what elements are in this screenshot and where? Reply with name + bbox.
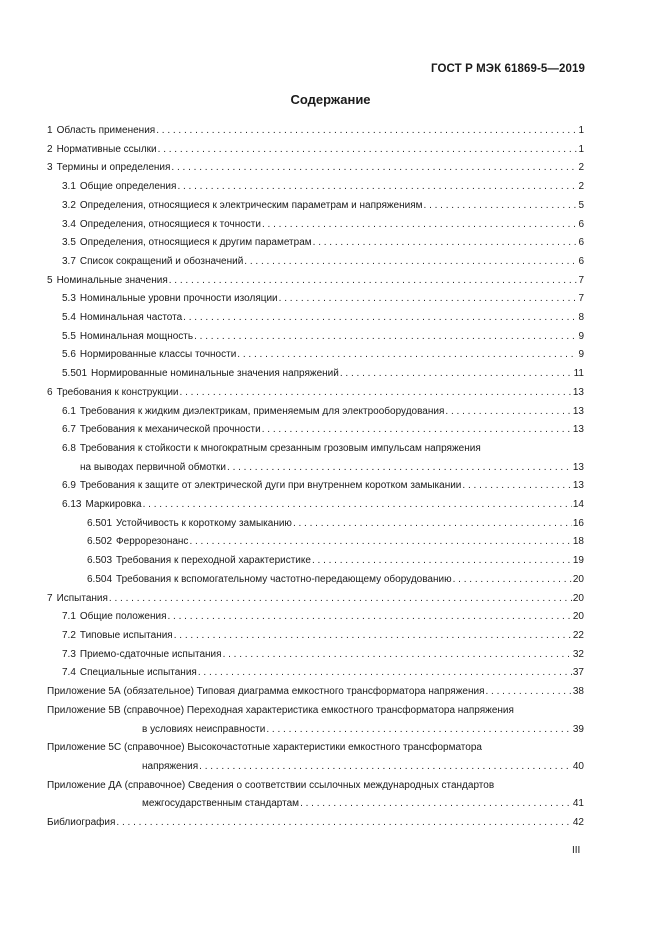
- toc-entry-page: 6: [578, 255, 584, 267]
- toc-entry-title-continued: напряжения: [142, 760, 199, 772]
- toc-entry-page: 9: [578, 349, 584, 361]
- toc-entry[interactable]: [47, 290, 584, 309]
- toc-entry-number: 2: [47, 143, 53, 155]
- toc-entry-page: 13: [572, 405, 584, 417]
- toc-entry[interactable]: [47, 683, 584, 702]
- toc-leader-dots: [486, 683, 572, 702]
- toc-entry-title-continued: в условиях неисправности: [142, 723, 266, 735]
- toc-entry-title: Нормативные ссылки: [56, 143, 157, 155]
- toc-entry[interactable]: [47, 664, 584, 683]
- toc-entry-title: Требования к механической прочности: [79, 424, 261, 436]
- toc-leader-dots: [244, 253, 577, 272]
- toc-entry-number: 6.9: [62, 480, 76, 492]
- toc-entry-title: Приложение 5С (справочное) Высокочастотные характеристики емкостного трансформатора: [47, 742, 482, 754]
- page-number: III: [572, 845, 581, 856]
- toc-leader-dots: [223, 646, 572, 665]
- toc-entry-page: 7: [578, 293, 584, 305]
- toc-entry[interactable]: [47, 141, 584, 160]
- toc-entry[interactable]: [47, 739, 584, 776]
- toc-entry[interactable]: [47, 590, 584, 609]
- toc-entry-page: 13: [572, 386, 584, 398]
- toc-entry-page: 19: [572, 555, 584, 567]
- toc-entry-page: 13: [572, 424, 584, 436]
- toc-entry-page: 42: [572, 817, 584, 829]
- toc-entry[interactable]: [47, 309, 584, 328]
- toc-leader-dots: [262, 421, 572, 440]
- toc-entry-title: Специальные испытания: [79, 667, 197, 679]
- toc-leader-dots: [180, 384, 572, 403]
- toc-entry-page: 37: [572, 667, 584, 679]
- toc-entry[interactable]: [47, 777, 584, 814]
- toc-entry-page: 2: [578, 162, 584, 174]
- toc-entry-page: 6: [578, 237, 584, 249]
- toc-entry-page: 6: [578, 218, 584, 230]
- toc-entry-title: Требования к переходной характеристике: [116, 555, 311, 567]
- toc-entry-number: 7.4: [62, 667, 76, 679]
- toc-entry-page: 5: [578, 199, 584, 211]
- toc-leader-dots: [194, 328, 577, 347]
- toc-entry-number: 7: [47, 592, 53, 604]
- toc-entry-title: Список сокращений и обозначений: [79, 255, 244, 267]
- toc-entry[interactable]: [47, 384, 584, 403]
- toc-entry-page: 20: [572, 592, 584, 604]
- toc-leader-dots: [300, 795, 572, 814]
- toc-leader-dots: [156, 122, 577, 141]
- toc-leader-dots: [312, 552, 572, 571]
- toc-entry-title: Устойчивость к короткому замыканию: [116, 517, 292, 529]
- toc-entry-title: Требования к защите от электрической дуги при внутреннем коротком замыкании: [79, 480, 462, 492]
- toc-entry-title: Библиография: [47, 817, 116, 829]
- toc-entry-page: 14: [572, 499, 584, 511]
- toc-entry-title: Требования к стойкости к многократным срезанным грозовым импульсам напряжения: [79, 442, 481, 454]
- toc-leader-dots: [171, 159, 577, 178]
- toc-entry-page: 20: [572, 611, 584, 623]
- toc-entry-title: Номинальные уровни прочности изоляции: [79, 293, 278, 305]
- toc-entry-number: 3.7: [62, 255, 76, 267]
- toc-entry-page: 20: [572, 573, 584, 585]
- toc-entry[interactable]: [47, 515, 584, 534]
- toc-entry-number: 3: [47, 162, 53, 174]
- toc-entry-title: Приложение 5А (обязательное) Типовая диаграмма емкостного трансформатора напряжения: [47, 686, 485, 698]
- toc-entry-number: 3.5: [62, 237, 76, 249]
- toc-entry-number: 5: [47, 274, 53, 286]
- toc-entry[interactable]: [47, 365, 584, 384]
- toc-entry-page: 1: [578, 125, 584, 136]
- toc-entry-page: 40: [572, 760, 584, 772]
- toc-leader-dots: [109, 590, 572, 609]
- toc-entry[interactable]: [47, 552, 584, 571]
- toc-entry-number: 5.4: [62, 312, 76, 324]
- toc-leader-dots: [198, 664, 572, 683]
- toc-entry-number: 7.2: [62, 629, 76, 641]
- toc-entry-number: 6.501: [87, 517, 113, 529]
- toc-entry-number: 6.13: [62, 499, 82, 511]
- toc-entry-title-continued: на выводах первичной обмотки: [80, 461, 227, 473]
- toc-entry-title: Приложение ДА (справочное) Сведения о соответствии ссылочных международных стандартов: [47, 779, 495, 791]
- toc-entry-number: 5.3: [62, 293, 76, 305]
- toc-leader-dots: [199, 758, 572, 777]
- toc-entry-number: 6.504: [87, 573, 113, 585]
- toc-leader-dots: [293, 515, 572, 534]
- toc-entry-title: Приложение 5В (справочное) Переходная характеристика емкостного трансформатора напряжения: [47, 704, 514, 716]
- toc-leader-dots: [313, 234, 578, 253]
- toc-entry-title: Определения, относящиеся к точности: [79, 218, 261, 230]
- toc-entry-page: 32: [572, 648, 584, 660]
- toc-entry[interactable]: [47, 533, 584, 552]
- toc-entry-title: Феррорезонанс: [116, 536, 189, 548]
- toc-entry[interactable]: [47, 496, 584, 515]
- toc-entry[interactable]: [47, 159, 584, 178]
- toc-leader-dots: [453, 571, 572, 590]
- toc-entry-page: 18: [572, 536, 584, 548]
- toc-entry-number: 6.7: [62, 424, 76, 436]
- toc-entry-page: 22: [572, 629, 584, 641]
- toc-entry-title: Номинальные значения: [56, 274, 168, 286]
- toc-entry-title: Требования к вспомогательному частотно-передающему оборудованию: [116, 573, 452, 585]
- toc-entry[interactable]: [47, 608, 584, 627]
- toc-leader-dots: [168, 608, 572, 627]
- toc-entry[interactable]: [47, 234, 584, 253]
- toc-entry-title: Приемо-сдаточные испытания: [79, 648, 222, 660]
- toc-entry[interactable]: [47, 403, 584, 422]
- toc-entry-title: Требования к конструкции: [56, 386, 179, 398]
- toc-entry[interactable]: [47, 627, 584, 646]
- toc-leader-dots: [189, 533, 571, 552]
- toc-entry-title: Нормированные классы точности: [79, 349, 237, 361]
- toc-leader-dots: [462, 477, 571, 496]
- toc-entry-page: 16: [572, 517, 584, 529]
- toc-entry-number: 6: [47, 386, 53, 398]
- toc-entry-number: 6.502: [87, 536, 113, 548]
- toc-leader-dots: [158, 141, 578, 160]
- toc-entry-title: Маркировка: [85, 499, 142, 511]
- toc-leader-dots: [262, 216, 577, 235]
- toc-leader-dots: [177, 178, 577, 197]
- toc-entry-page: 39: [572, 723, 584, 735]
- toc-leader-dots: [279, 290, 578, 309]
- toc-entry-page: 8: [578, 312, 584, 324]
- toc-leader-dots: [174, 627, 572, 646]
- toc-leader-dots: [340, 365, 573, 384]
- toc-entry-number: 5.5: [62, 330, 76, 342]
- document-standard-header: ГОСТ Р МЭК 61869-5—2019: [431, 63, 585, 75]
- toc-entry-title: Область применения: [56, 125, 156, 136]
- toc-entry-number: 5.6: [62, 349, 76, 361]
- toc-entry-title: Нормированные номинальные значения напряжений: [91, 368, 339, 380]
- toc-entry[interactable]: [47, 216, 584, 235]
- toc-entry-number: 3.2: [62, 199, 76, 211]
- toc-entry-number: 3.1: [62, 181, 76, 193]
- toc-entry-title: Номинальная мощность: [79, 330, 194, 342]
- toc-entry-page: 11: [573, 368, 584, 380]
- toc-entry[interactable]: [47, 346, 584, 365]
- toc-entry[interactable]: [47, 702, 584, 739]
- toc-entry[interactable]: [47, 178, 584, 197]
- toc-entry-number: 5.501: [62, 368, 88, 380]
- toc-entry-title: Требования к жидким диэлектрикам, применяемым для электрооборудования: [79, 405, 445, 417]
- toc-leader-dots: [116, 814, 571, 833]
- toc-entry-number: 7.3: [62, 648, 76, 660]
- toc-leader-dots: [237, 346, 577, 365]
- toc-entry-title: Общие определения: [79, 181, 177, 193]
- toc-leader-dots: [227, 459, 572, 478]
- toc-entry-page: 38: [572, 686, 584, 698]
- toc-entry[interactable]: [47, 328, 584, 347]
- toc-entry-page: 7: [578, 274, 584, 286]
- toc-leader-dots: [424, 197, 578, 216]
- toc-entry[interactable]: [47, 197, 584, 216]
- toc-leader-dots: [143, 496, 572, 515]
- toc-entry[interactable]: [47, 253, 584, 272]
- toc-entry[interactable]: [47, 571, 584, 590]
- toc-entry-page: 1: [578, 143, 584, 155]
- toc-entry-title-continued: межгосударственным стандартам: [142, 798, 300, 810]
- toc-entry-number: 6.503: [87, 555, 113, 567]
- toc-entry-page: 2: [578, 181, 584, 193]
- toc-leader-dots: [266, 721, 572, 740]
- toc-entry-page: 41: [572, 798, 584, 810]
- toc-leader-dots: [445, 403, 571, 422]
- toc-entry[interactable]: [47, 477, 584, 496]
- toc-entry-page: 13: [572, 461, 584, 473]
- toc-entry-title: Типовые испытания: [79, 629, 173, 641]
- toc-entry[interactable]: [47, 646, 584, 665]
- toc-entry-title: Общие положения: [79, 611, 167, 623]
- toc-entry[interactable]: [47, 122, 584, 141]
- toc-entry-number: 3.4: [62, 218, 76, 230]
- toc-entry-number: 1: [47, 125, 53, 136]
- toc-leader-dots: [169, 272, 578, 291]
- toc-entry-page: 13: [572, 480, 584, 492]
- toc-entry-number: 6.8: [62, 442, 76, 454]
- toc-entry-page: 9: [578, 330, 584, 342]
- toc-entry-title: Номинальная частота: [79, 312, 183, 324]
- toc-entry[interactable]: [47, 814, 584, 833]
- toc-leader-dots: [183, 309, 577, 328]
- page-title: Содержание: [290, 92, 371, 107]
- toc-entry-number: 6.1: [62, 405, 76, 417]
- table-of-contents: [47, 122, 584, 833]
- toc-entry-title: Термины и определения: [56, 162, 171, 174]
- toc-entry-title: Определения, относящиеся к другим параметрам: [79, 237, 312, 249]
- toc-entry[interactable]: [47, 272, 584, 291]
- toc-entry[interactable]: [47, 421, 584, 440]
- toc-entry[interactable]: [47, 440, 584, 477]
- toc-entry-title: Испытания: [56, 592, 108, 604]
- toc-entry-title: Определения, относящиеся к электрическим параметрам и напряжениям: [79, 199, 423, 211]
- toc-entry-number: 7.1: [62, 611, 76, 623]
